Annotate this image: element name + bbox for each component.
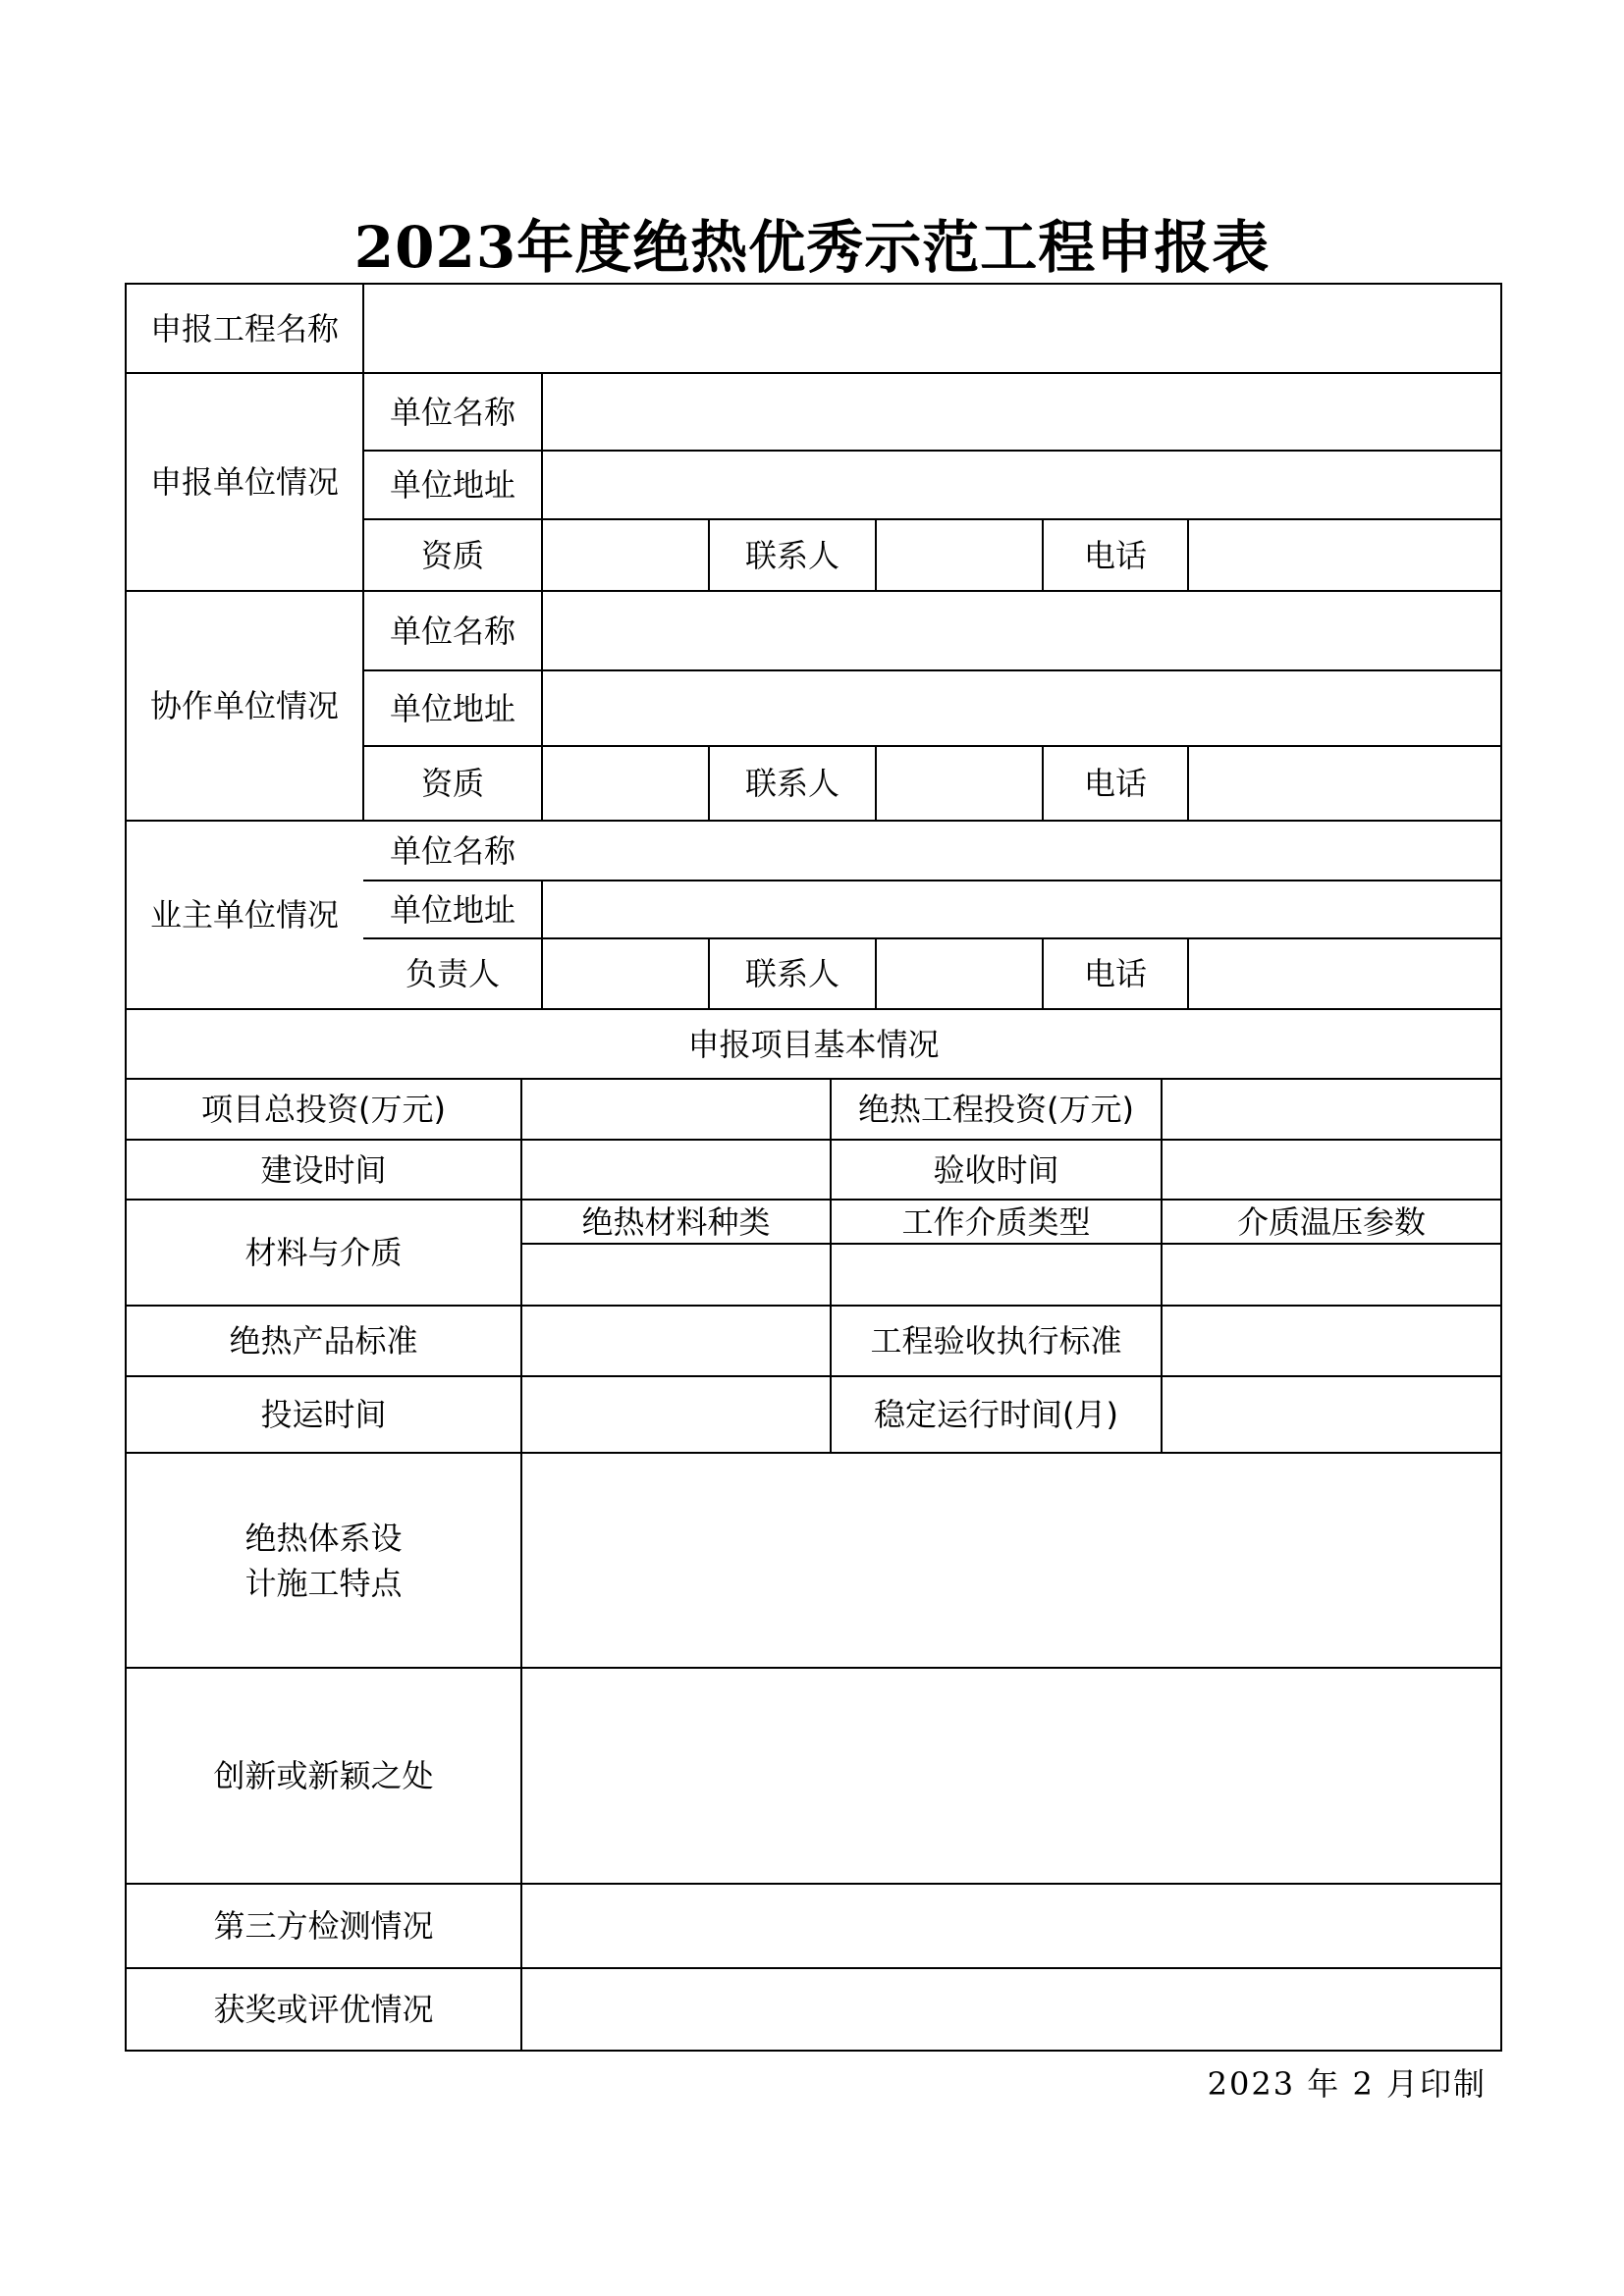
medium-type-field[interactable] — [832, 1245, 1161, 1305]
partner-contact-field[interactable] — [877, 747, 1042, 820]
awards-field[interactable] — [522, 1969, 1500, 2050]
acceptance-time-field[interactable] — [1163, 1141, 1500, 1199]
owner-unit-address-label: 单位地址 — [389, 890, 515, 929]
acceptance-time-label: 验收时间 — [933, 1150, 1059, 1189]
applicant-phone-label: 电话 — [1083, 536, 1147, 574]
total-investment-field[interactable] — [522, 1080, 830, 1139]
owner-unit-address-field[interactable] — [543, 881, 1500, 937]
insulation-investment-label: 绝热工程投资(万元) — [858, 1091, 1134, 1128]
partner-contact-label: 联系人 — [744, 765, 839, 802]
partner-qualification-field[interactable] — [543, 747, 708, 820]
basic-info-header: 申报项目基本情况 — [687, 1025, 940, 1063]
applicant-contact-field[interactable] — [877, 520, 1042, 590]
stable-operation-field[interactable] — [1163, 1377, 1500, 1452]
applicant-unit-address-label: 单位地址 — [389, 466, 515, 504]
owner-phone-field[interactable] — [1189, 939, 1500, 1008]
owner-section-label: 业主单位情况 — [149, 896, 339, 934]
partner-section-label: 协作单位情况 — [149, 687, 339, 724]
materials-label: 材料与介质 — [244, 1234, 403, 1271]
owner-contact-field[interactable] — [877, 939, 1042, 1008]
owner-phone-label: 电话 — [1083, 955, 1147, 992]
owner-unit-name-label: 单位名称 — [389, 831, 515, 870]
project-name-field[interactable] — [364, 285, 1500, 372]
partner-unit-address-field[interactable] — [543, 671, 1500, 745]
applicant-unit-name-field[interactable] — [543, 374, 1500, 450]
partner-phone-label: 电话 — [1083, 765, 1147, 802]
operation-time-label: 投运时间 — [260, 1396, 387, 1433]
owner-unit-name-field[interactable] — [543, 822, 1500, 880]
applicant-unit-address-field[interactable] — [543, 452, 1500, 518]
stable-operation-label: 稳定运行时间(月) — [874, 1396, 1118, 1433]
product-standard-field[interactable] — [522, 1307, 830, 1375]
medium-type-label: 工作介质类型 — [901, 1202, 1091, 1241]
owner-leader-field[interactable] — [543, 939, 708, 1008]
partner-qualification-label: 资质 — [420, 765, 484, 802]
design-features-label — [127, 1454, 520, 1667]
partner-unit-name-label: 单位名称 — [389, 612, 515, 650]
operation-time-field[interactable] — [522, 1377, 830, 1452]
product-standard-label: 绝热产品标准 — [229, 1322, 418, 1360]
total-investment-label: 项目总投资(万元) — [201, 1091, 446, 1128]
owner-contact-label: 联系人 — [744, 955, 839, 992]
applicant-qualification-field[interactable] — [543, 520, 708, 590]
applicant-unit-name-label: 单位名称 — [389, 393, 515, 431]
design-features-field[interactable] — [522, 1454, 1500, 1667]
medium-params-field[interactable] — [1163, 1245, 1500, 1305]
print-date: 2023 年 2 月印制 — [1207, 2065, 1487, 2103]
construction-time-field[interactable] — [522, 1141, 830, 1199]
insulation-investment-field[interactable] — [1163, 1080, 1500, 1139]
owner-leader-label: 负责人 — [405, 955, 500, 992]
third-party-field[interactable] — [522, 1885, 1500, 1967]
innovation-field[interactable] — [522, 1669, 1500, 1883]
applicant-section-label: 申报单位情况 — [149, 463, 339, 501]
construction-time-label: 建设时间 — [260, 1150, 387, 1189]
acceptance-standard-field[interactable] — [1163, 1307, 1500, 1375]
applicant-qualification-label: 资质 — [420, 536, 484, 574]
applicant-phone-field[interactable] — [1189, 520, 1500, 590]
innovation-label: 创新或新颖之处 — [213, 1757, 434, 1794]
applicant-contact-label: 联系人 — [744, 536, 839, 574]
material-type-label: 绝热材料种类 — [581, 1202, 771, 1241]
material-type-field[interactable] — [522, 1245, 830, 1305]
third-party-label: 第三方检测情况 — [213, 1907, 434, 1945]
project-name-label: 申报工程名称 — [149, 309, 339, 347]
acceptance-standard-label: 工程验收执行标准 — [870, 1322, 1122, 1360]
design-features-label-line2: 计施工特点 — [244, 1564, 403, 1602]
partner-unit-name-field[interactable] — [543, 592, 1500, 669]
awards-label: 获奖或评优情况 — [213, 1991, 434, 2028]
form-title: 2023年度绝热优秀示范工程申报表 — [353, 214, 1271, 281]
design-features-label-line1: 绝热体系设 — [244, 1519, 403, 1557]
partner-phone-field[interactable] — [1189, 747, 1500, 820]
partner-unit-address-label: 单位地址 — [389, 689, 515, 727]
medium-params-label: 介质温压参数 — [1236, 1202, 1426, 1241]
